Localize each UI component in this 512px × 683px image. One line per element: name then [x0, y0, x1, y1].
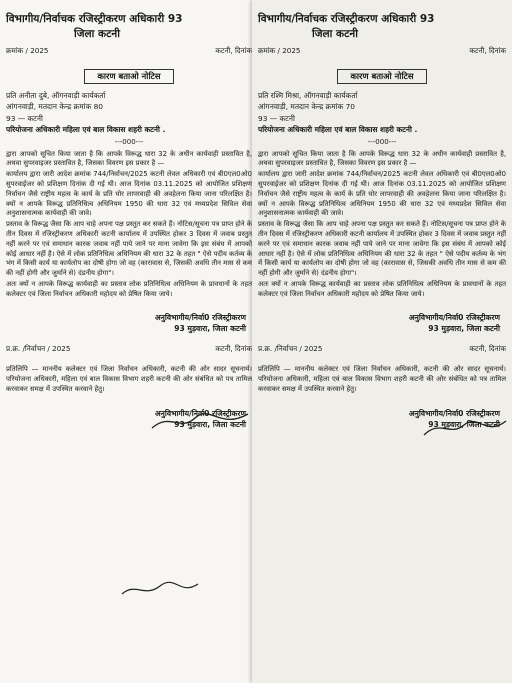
date-label: कटनी, दिनांक: [215, 46, 252, 55]
notice-title-box: [252, 64, 512, 84]
signatory-office: 93 मुड़वारा, जिला कटनी: [174, 323, 246, 333]
copy-date-label: कटनी, दिनांक: [215, 343, 252, 353]
signature-scribble: [150, 410, 250, 434]
signatory-title: अनुविभागीय/निर्वा0 रजिस्ट्रीकरण: [154, 312, 246, 322]
body-paragraph: अतः क्यों न आपके विरूद्ध कार्यवाही का प्रस्ताव लोक प्रतिनिधित्व अधिनियम के प्रावधानों के तहत कलेक्टर एवं जिला निर्वाचन अधिकारी महोदय को प्रेषित किया जाये।: [6, 279, 252, 298]
addressee-block: [0, 88, 258, 136]
reference-number: क्रमांक / 2025: [258, 46, 301, 55]
copy-reference: प्र.क्र. /निर्वाचन / 2025: [6, 343, 71, 353]
body-paragraph: द्वारा आपको सूचित किया जाता है कि आपके विरूद्ध धारा 32 के अधीन कार्यवाही प्रस्तावित है, अथवा सुपरवाइजर प्रस्तावित है, जिसका विवरण इस प्रकार है —: [258, 149, 506, 168]
body-paragraph: प्रस्ताव के विरूद्ध जैसा कि आप चाहे अपना पक्ष प्रस्तुत कर सकते हैं। नोटिस/सूचना पत्र प्राप्त होने के तीन दिवस में रजिस्ट्रीकरण अधिकारी कटनी कार्यालय में उपस्थित होकर 3 दिवस में जवाब प्रस्तुत नहीं करने पर एवं समाधान कारक जवाब नहीं पाये जाने पर माना जावेगा कि इस संबंध में आपको कोई आधार नहीं है। ऐसे में लोक प्रतिनिधित्व अधिनियम की धारा 32 के तहत " ऐसे पदीय कर्तव्य के भंग में किसी कार्य या कार्यलोप का दोषी होगा जो वह (कारावास से, जिसकी अवधि तीन मास से कम की नहीं होगी और जुर्माने से) दंडनीय होगा"।: [258, 220, 506, 278]
notice-title-box: [0, 64, 258, 84]
header-line2: जिला कटनी: [312, 28, 358, 40]
copy-date-label: कटनी, दिनांक: [469, 343, 506, 353]
reference-number: क्रमांक / 2025: [6, 46, 49, 55]
copy-signatory-title: अनुविभागीय/निर्वा0 रजिस्ट्रीकरण: [154, 408, 246, 418]
header-line2: जिला कटनी: [74, 28, 120, 40]
signature-block: [252, 312, 512, 334]
addressee-line: आंगनवाड़ी, मतदान केन्द्र क्रमांक 80: [6, 102, 104, 112]
notice-right: [252, 0, 512, 683]
header-line1: विभागीय/निर्वाचक रजिस्ट्रीकरण अधिकारी 93: [6, 13, 183, 25]
separator: ---000---: [367, 137, 397, 146]
reference-row: [0, 46, 258, 58]
body-paragraph: कार्यालय द्वारा जारी आदेश क्रमांक 744/निर्वाचन/2025 कटनी लेवल अधिकारी एवं बी0एल0ओ0 सुपरवाईजर को प्रशिक्षण दिनांक दी गई थी। आज दिनांक 03.11.2025 को आयोजित प्रशिक्षण निर्वाचन जैसे राष्ट्रीय महत्व के कार्य के प्रति घोर लापरवाही की अवहेलना किया जाना परिलक्षित है। क्यों न आपके विरूद्ध प्रतिनिधित्व अधिनियम 1950 की धारा 32 एवं मध्यप्रदेश सिविल सेवा अनुशासनात्मक कार्यवाही की जावे।: [258, 170, 506, 218]
copy-reference-row: [252, 344, 512, 356]
addressee-line: प्रति अनीता दुबे, ऑगनवाड़ी कार्यकर्ता: [6, 91, 106, 100]
addressee-line: प्रति रश्मि मिश्रा, ऑगनवाड़ी कार्यकर्ता: [258, 91, 358, 100]
notice-body: [252, 148, 512, 300]
addressee-subject: परियोजना अधिकारी महिला एवं बाल विकास शहरी कटनी .: [6, 125, 166, 135]
office-header: [0, 0, 258, 42]
signatory-title: अनुविभागीय/निर्वा0 रजिस्ट्रीकरण: [408, 312, 500, 322]
office-header: [252, 0, 512, 42]
header-line1: विभागीय/निर्वाचक रजिस्ट्रीकरण अधिकारी 93: [258, 13, 435, 25]
notice-title: कारण बताओ नोटिस: [84, 69, 173, 84]
notice-title: कारण बताओ नोटिस: [337, 69, 426, 84]
separator: ---000---: [114, 137, 144, 146]
addressee-line: 93 — कटनी: [258, 113, 295, 123]
body-paragraph: कार्यालय द्वारा जारी आदेश क्रमांक 744/निर्वाचन/2025 कटनी लेवल अधिकारी एवं बी0एल0ओ0 सुपरवाईजर को प्रशिक्षण दिनांक दी गई थी। आज दिनांक 03.11.2025 को आयोजित प्रशिक्षण निर्वाचन जैसे राष्ट्रीय महत्व के कार्य के प्रति घोर लापरवाही की अवहेलना किया जाना परिलक्षित है। क्यों न आपके विरूद्ध प्रतिनिधित्व अधिनियम 1950 की धारा 32 एवं मध्यप्रदेश सिविल सेवा अनुशासनात्मक कार्यवाही की जावे।: [6, 170, 252, 218]
copy-text: प्रतिलिपि — माननीय कलेक्टर एवं जिला निर्वाचन अधिकारी, कटनी की ओर सादर सूचनार्थ। परियोजना अधिकारी, महिला एवं बाल विकास विभाग शहरी कटनी की ओर संबंधित को पत्र तामिल करवाकर समक्ष में उपस्थित करवाने हेतु।: [258, 364, 506, 393]
body-paragraph: द्वारा आपको सूचित किया जाता है कि आपके विरूद्ध धारा 32 के अधीन कार्यवाही प्रस्तावित है, अथवा सुपरवाइजर प्रस्तावित है, जिसका विवरण इस प्रकार है —: [6, 149, 252, 168]
addressee-line: आंगनवाड़ी, मतदान केन्द्र क्रमांक 70: [258, 102, 356, 112]
signatory-office: 93 मुड़वारा, जिला कटनी: [428, 323, 500, 333]
addressee-block: [252, 88, 512, 136]
copy-signatory-office: 93 मुड़वारा, जिला कटनी: [428, 419, 500, 429]
notice-body: [0, 148, 258, 300]
copy-reference: प्र.क्र. /निर्वाचन / 2025: [258, 343, 323, 353]
copy-text: प्रतिलिपि — माननीय कलेक्टर एवं जिला निर्वाचन अधिकारी, कटनी की ओर सादर सूचनार्थ। परियोजना अधिकारी, महिला एवं बाल विकास विभाग शहरी कटनी की ओर संबंधित को पत्र तामिल करवाकर समक्ष में उपस्थित करवाने हेतु।: [6, 364, 252, 393]
body-paragraph: अतः क्यों न आपके विरूद्ध कार्यवाही का प्रस्ताव लोक प्रतिनिधित्व अधिनियम के प्रावधानों के तहत कलेक्टर एवं जिला निर्वाचन अधिकारी महोदय को प्रेषित किया जाये।: [258, 279, 506, 298]
addressee-line: 93 — कटनी: [6, 113, 43, 123]
date-label: कटनी, दिनांक: [469, 46, 506, 55]
copy-signatory-title: अनुविभागीय/निर्वा0 रजिस्ट्रीकरण: [408, 408, 500, 418]
signature-block: [0, 312, 258, 334]
copy-reference-row: [0, 344, 258, 356]
signature-scribble: [422, 415, 508, 441]
copy-signatory-office: 93 मुड़वारा, जिला कटनी: [174, 419, 246, 429]
copy-signature-scribble: [120, 580, 200, 600]
body-paragraph: प्रस्ताव के विरूद्ध जैसा कि आप चाहे अपना पक्ष प्रस्तुत कर सकते हैं। नोटिस/सूचना पत्र प्राप्त होने के तीन दिवस में रजिस्ट्रीकरण अधिकारी कटनी कार्यालय में उपस्थित होकर 3 दिवस में जवाब प्रस्तुत नहीं करने पर एवं समाधान कारक जवाब नहीं पाये जाने पर माना जावेगा कि इस संबंध में आपको कोई आधार नहीं है। ऐसे में लोक प्रतिनिधित्व अधिनियम की धारा 32 के तहत " ऐसे पदीय कर्तव्य के भंग में किसी कार्य या कार्यलोप का दोषी होगा जो वह (कारावास से, जिसकी अवधि तीन मास से कम की नहीं होगी और जुर्माने से) दंडनीय होगा"।: [6, 220, 252, 278]
addressee-subject: परियोजना अधिकारी महिला एवं बाल विकास शहरी कटनी .: [258, 125, 418, 135]
reference-row: [252, 46, 512, 58]
